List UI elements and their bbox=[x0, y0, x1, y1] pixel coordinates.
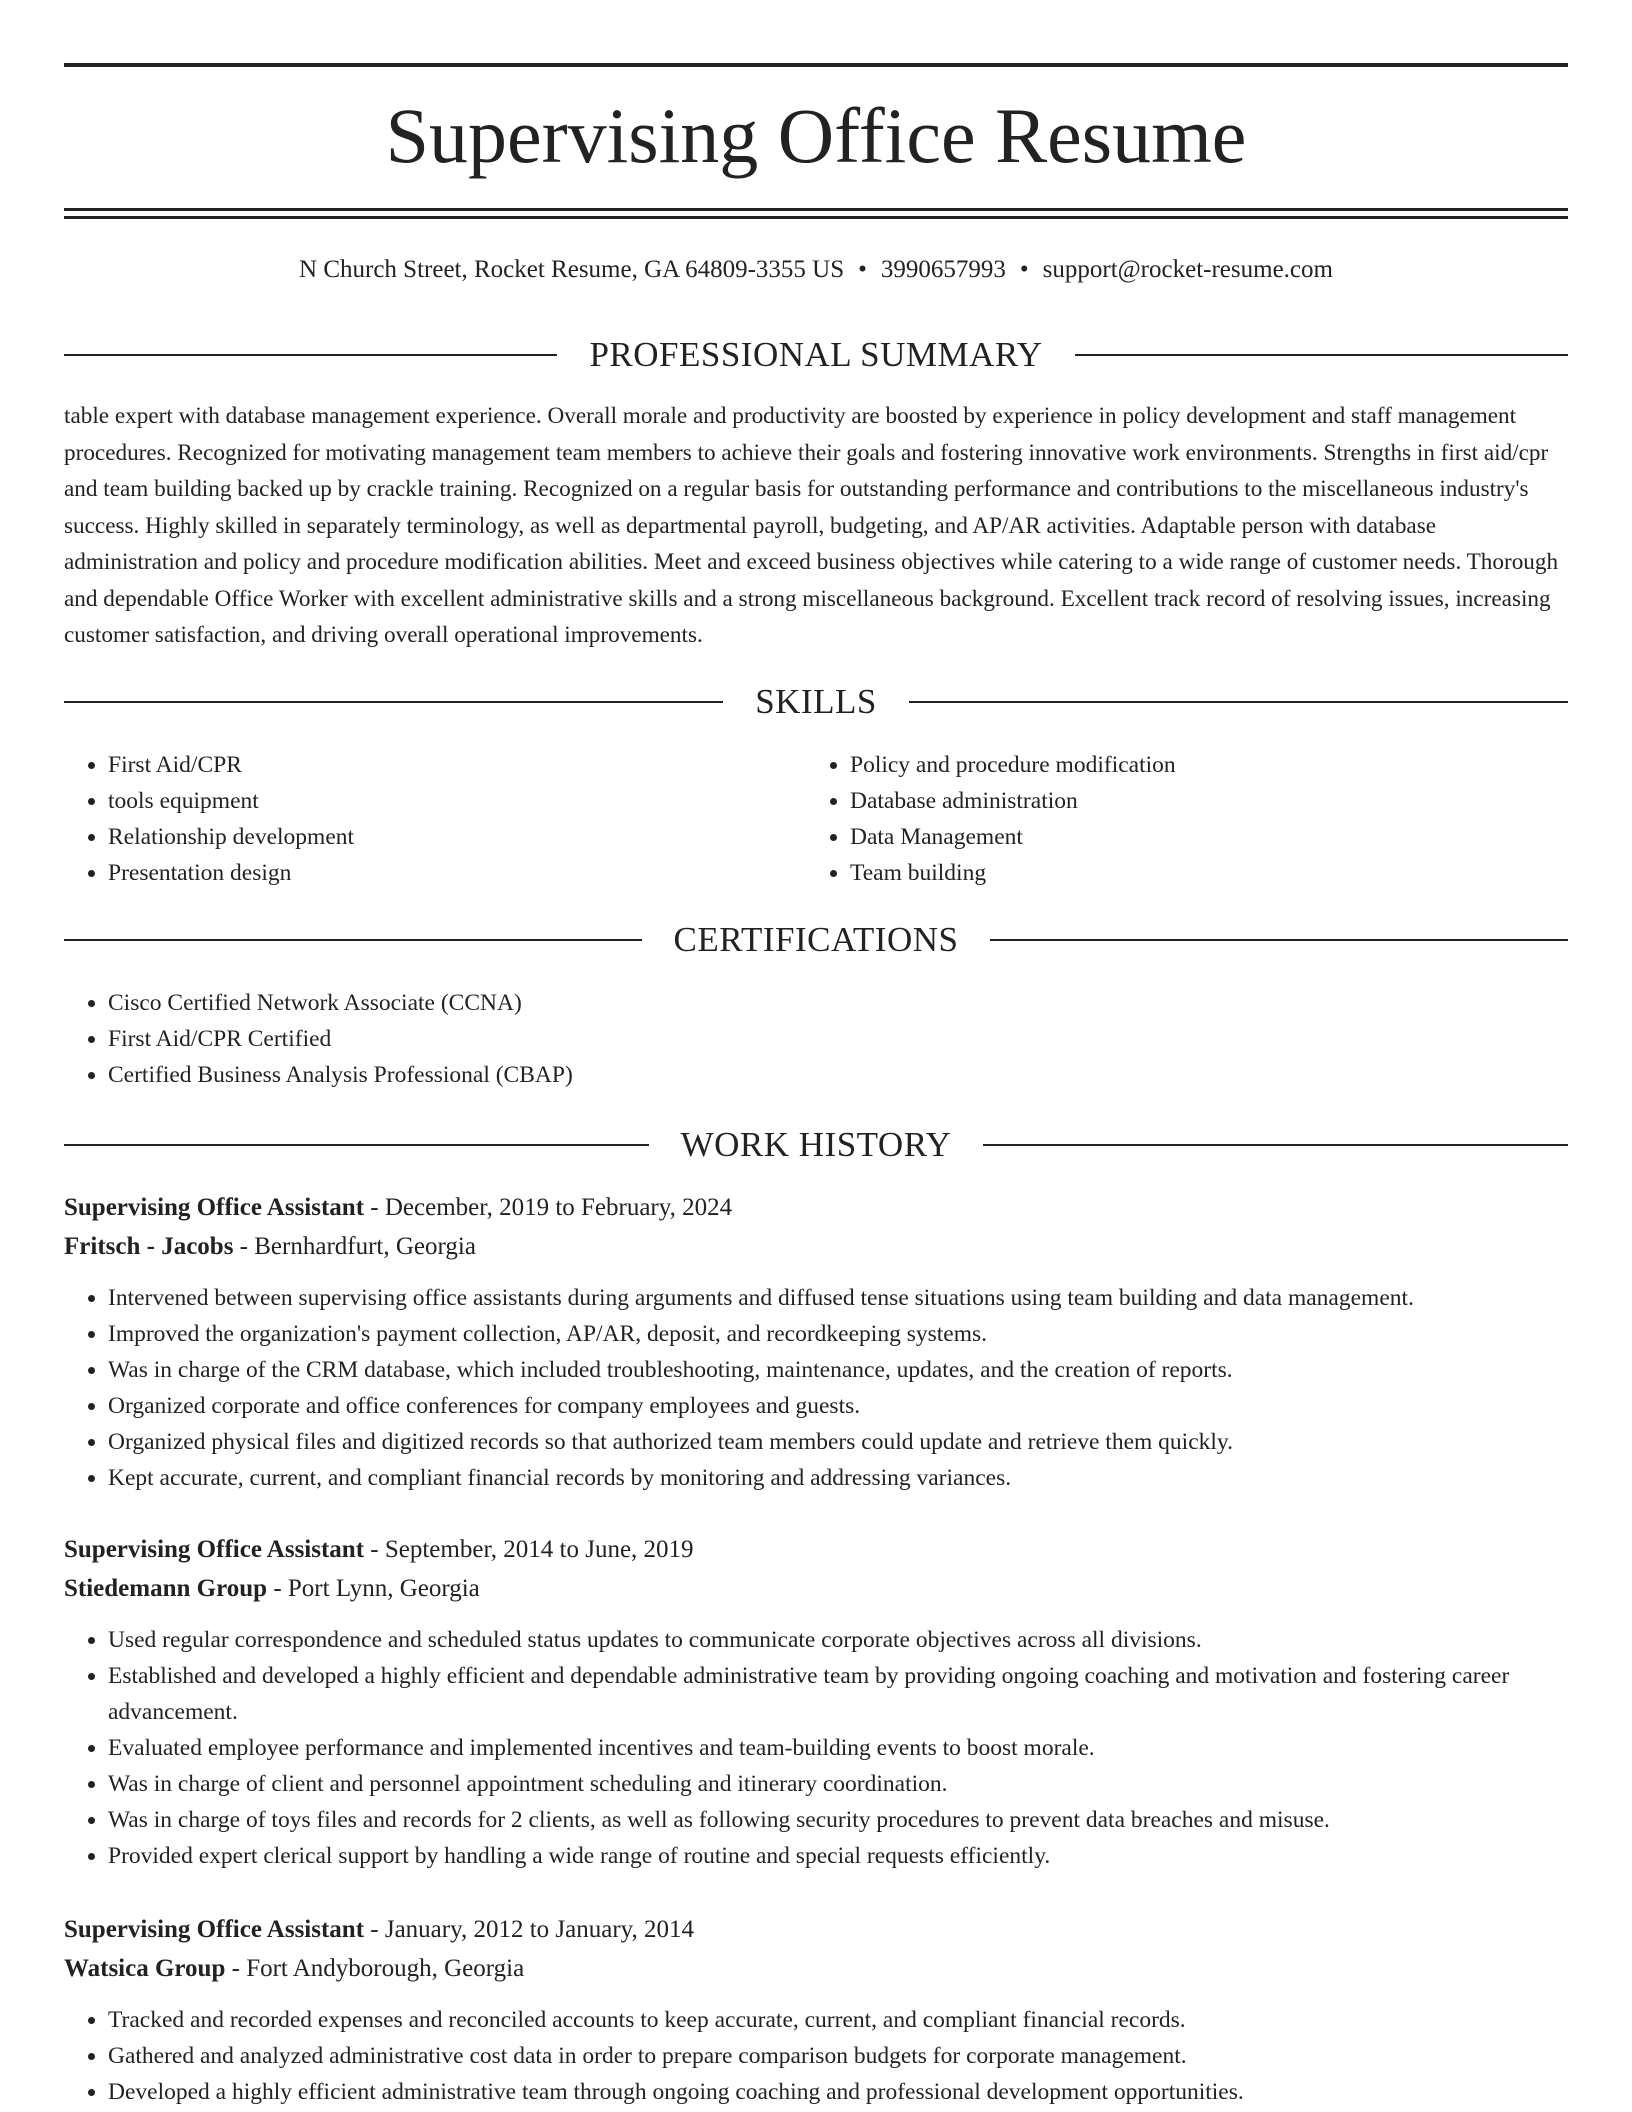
job-bullet: • Provided expert clerical support by handling a wide range of routine and special requests efficiently. bbox=[108, 1838, 1568, 1874]
job-company-line: Watsica Group - Fort Andyborough, Georgia bbox=[64, 1955, 525, 1982]
certification-item: • Cisco Certified Network Associate (CCNA) bbox=[108, 985, 1568, 1021]
summary-text: table expert with database management experience. Overall morale and productivity are boosted by experience in policy development and staff management procedures. Recognized for motivating management team members to achieve their goals and fostering innovative work environments. Strengths in first aid/cpr and team building backed up by crackle training. Recognized on a regular basis for outstanding performance and contributions to the miscellaneous industry's success. Highly skilled in separately terminology, as well as departmental payroll, budgeting, and AP/AR activities. Adaptable person with database administration and policy and procedure modification abilities. Meet and exceed business objectives while catering to a wide range of customer needs. Thorough and dependable Office Worker with excellent administrative skills and a strong miscellaneous background. Excellent track record of resolving issues, increasing customer satisfaction, and driving overall operational improvements. bbox=[64, 403, 1559, 648]
job-bullet: • Developed a highly efficient administrative team through ongoing coaching and professional development opportunities. bbox=[108, 2074, 1568, 2110]
job-bullet: • Was in charge of the CRM database, which included troubleshooting, maintenance, updates, and the creation of reports. bbox=[108, 1352, 1568, 1388]
certification-item: • Certified Business Analysis Professional (CBAP) bbox=[108, 1057, 1568, 1093]
job-entry bbox=[64, 1188, 1568, 1496]
job-dates: January, 2012 to January, 2014 bbox=[384, 1916, 695, 1943]
job-bullet: • Organized physical files and digitized records so that authorized team members could update and retrieve them quickly. bbox=[108, 1424, 1568, 1460]
certification-item: • First Aid/CPR Certified bbox=[108, 1021, 1568, 1057]
heading-rule bbox=[64, 1144, 649, 1146]
job-location: Port Lynn, Georgia bbox=[287, 1575, 480, 1602]
skill-item: • tools equipment bbox=[108, 783, 784, 819]
job-title: Supervising Office Assistant bbox=[64, 1916, 365, 1943]
job-entry bbox=[64, 1530, 1568, 1874]
certifications-list bbox=[64, 985, 1568, 1093]
title-rule-lower bbox=[64, 216, 1568, 219]
job-title: Supervising Office Assistant bbox=[64, 1194, 365, 1221]
skills-heading-label: SKILLS bbox=[755, 682, 877, 721]
job-company-line: Fritsch - Jacobs - Bernhardfurt, Georgia bbox=[64, 1233, 476, 1260]
job-title-line: Supervising Office Assistant - December, 2019 to February, 2024 bbox=[64, 1194, 733, 1221]
job-dates: December, 2019 to February, 2024 bbox=[384, 1194, 733, 1221]
heading-rule bbox=[64, 354, 557, 356]
contact-address: N Church Street, Rocket Resume, GA 64809-3355 US bbox=[299, 256, 845, 283]
resume-title: Supervising Office Resume bbox=[385, 92, 1247, 179]
contact-separator: • bbox=[1019, 256, 1029, 283]
heading-rule bbox=[64, 939, 642, 941]
skill-item: • Data Management bbox=[850, 819, 1546, 855]
skills-list-left bbox=[64, 747, 784, 891]
skill-item: • Database administration bbox=[850, 783, 1546, 819]
contact-separator: • bbox=[858, 256, 867, 283]
job-bullet: • Evaluated employee performance and implemented incentives and team-building events to boost morale. bbox=[108, 1730, 1568, 1766]
title-rule-upper bbox=[64, 208, 1568, 211]
job-entry bbox=[64, 1910, 1568, 2110]
job-company: Fritsch - Jacobs bbox=[64, 1233, 234, 1260]
skills-list-right bbox=[806, 747, 1546, 891]
job-title-line: Supervising Office Assistant - September, 2014 to June, 2019 bbox=[64, 1536, 694, 1563]
certifications-block bbox=[64, 985, 1568, 1093]
job-bullet: • Was in charge of toys files and records for 2 clients, as well as following security procedures to prevent data breaches and misuse. bbox=[108, 1802, 1568, 1838]
top-rule bbox=[64, 63, 1568, 67]
job-bullet: • Tracked and recorded expenses and reconciled accounts to keep accurate, current, and compliant financial records. bbox=[108, 2002, 1568, 2038]
heading-rule bbox=[990, 939, 1568, 941]
work-history-heading-label: WORK HISTORY bbox=[680, 1125, 952, 1164]
work-history-heading bbox=[64, 1123, 1568, 1167]
skills-heading bbox=[64, 680, 1568, 724]
heading-rule bbox=[1075, 354, 1568, 356]
job-location: Fort Andyborough, Georgia bbox=[246, 1955, 525, 1982]
job-company-line: Stiedemann Group - Port Lynn, Georgia bbox=[64, 1575, 480, 1602]
job-bullets bbox=[64, 1622, 1568, 1874]
contact-line bbox=[64, 252, 1568, 288]
summary-heading bbox=[64, 333, 1568, 377]
job-bullet: • Gathered and analyzed administrative cost data in order to prepare comparison budgets for corporate management. bbox=[108, 2038, 1568, 2074]
job-bullet: • Established and developed a highly efficient and dependable administrative team by providing ongoing coaching and motivation and fostering career advancement. bbox=[108, 1658, 1568, 1730]
certifications-heading-label: CERTIFICATIONS bbox=[673, 920, 959, 959]
skill-item: • Policy and procedure modification bbox=[850, 747, 1546, 783]
heading-rule bbox=[909, 701, 1568, 703]
job-location: Bernhardfurt, Georgia bbox=[254, 1233, 476, 1260]
job-bullet: • Kept accurate, current, and compliant financial records by monitoring and addressing variances. bbox=[108, 1460, 1568, 1496]
job-title: Supervising Office Assistant bbox=[64, 1536, 365, 1563]
job-company: Stiedemann Group bbox=[64, 1575, 268, 1602]
heading-rule bbox=[64, 701, 723, 703]
job-bullets bbox=[64, 1280, 1568, 1496]
skill-item: • Relationship development bbox=[108, 819, 784, 855]
skills-column-right bbox=[806, 747, 1546, 891]
job-bullet: • Improved the organization's payment collection, AP/AR, deposit, and recordkeeping systems. bbox=[108, 1316, 1568, 1352]
job-bullet: • Was in charge of client and personnel appointment scheduling and itinerary coordination. bbox=[108, 1766, 1568, 1802]
job-bullet: • Intervened between supervising office assistants during arguments and diffused tense situations using team building and data management. bbox=[108, 1280, 1568, 1316]
job-dates: September, 2014 to June, 2019 bbox=[384, 1536, 694, 1563]
job-bullet: • Used regular correspondence and scheduled status updates to communicate corporate objectives across all divisions. bbox=[108, 1622, 1568, 1658]
contact-email: support@rocket-resume.com bbox=[1042, 256, 1333, 283]
skill-item: • Team building bbox=[850, 855, 1546, 891]
job-company: Watsica Group bbox=[64, 1955, 226, 1982]
skills-column-left bbox=[64, 747, 784, 891]
job-title-line: Supervising Office Assistant - January, 2012 to January, 2014 bbox=[64, 1916, 695, 1943]
contact-phone: 3990657993 bbox=[880, 256, 1006, 283]
heading-rule bbox=[983, 1144, 1568, 1146]
job-bullets bbox=[64, 2002, 1568, 2110]
skill-item: • First Aid/CPR bbox=[108, 747, 784, 783]
job-bullet: • Organized corporate and office conferences for company employees and guests. bbox=[108, 1388, 1568, 1424]
skill-item: • Presentation design bbox=[108, 855, 784, 891]
summary-heading-label: PROFESSIONAL SUMMARY bbox=[589, 335, 1043, 374]
certifications-heading bbox=[64, 918, 1568, 962]
